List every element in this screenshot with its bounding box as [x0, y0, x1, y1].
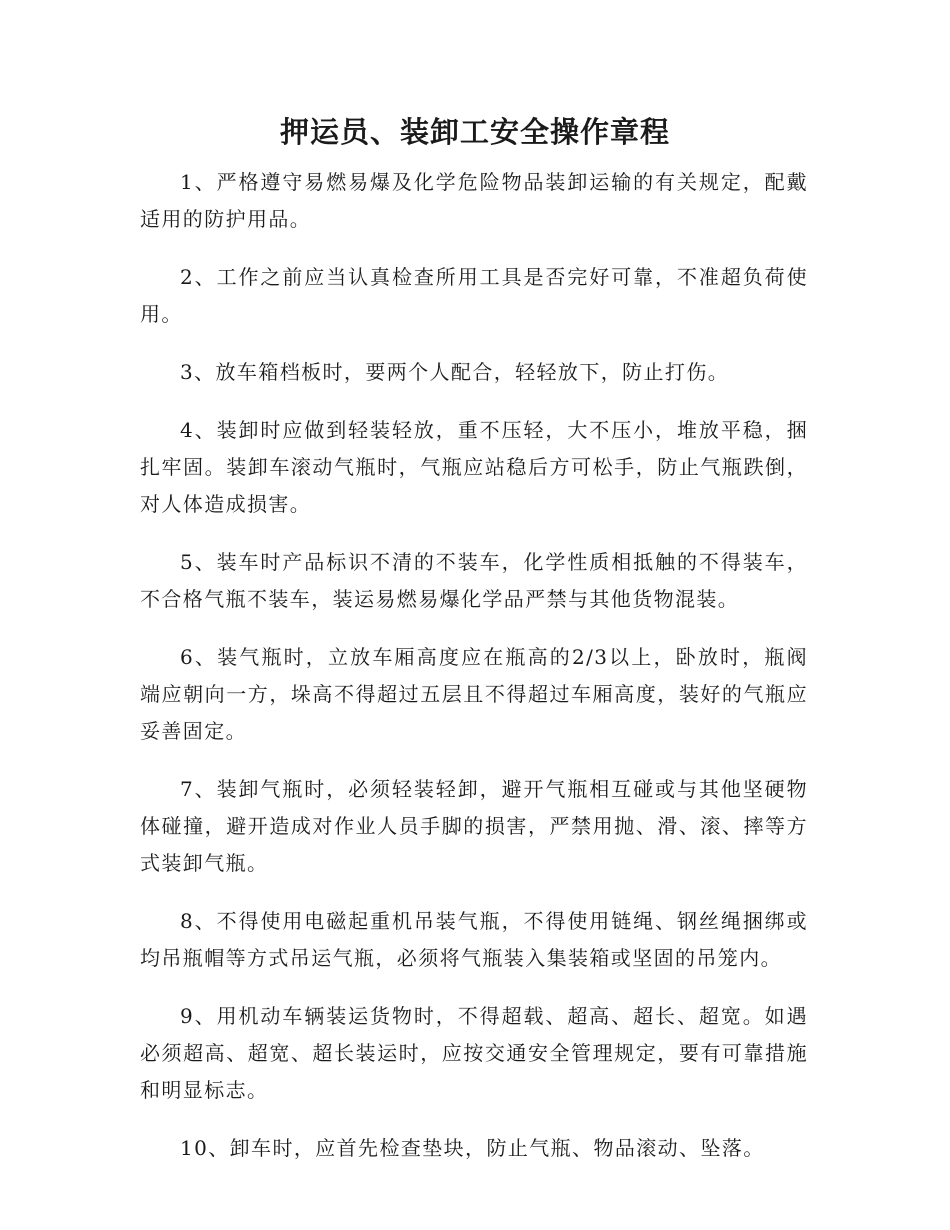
paragraph-2: 2、工作之前应当认真检查所用工具是否完好可靠，不准超负荷使用。	[140, 265, 808, 326]
paragraph-6: 6、装气瓶时，立放车厢高度应在瓶高的2/3以上，卧放时，瓶阀端应朝向一方，垛高不得超过五层且不得超过车厢高度，装好的气瓶应妥善固定。	[140, 645, 808, 743]
paragraph-8: 8、不得使用电磁起重机吊装气瓶，不得使用链绳、钢丝绳捆绑或均吊瓶帽等方式吊运气瓶，必须将气瓶装入集装箱或坚固的吊笼内。	[140, 909, 808, 970]
document-body	[140, 164, 808, 1188]
paragraph-1: 1、严格遵守易燃易爆及化学危险物品装卸运输的有关规定，配戴适用的防护用品。	[140, 170, 808, 231]
paragraph-5: 5、装车时产品标识不清的不装车，化学性质相抵触的不得装车，不合格气瓶不装车，装运易燃易爆化学品严禁与其他货物混装。	[140, 550, 808, 611]
paragraph-4: 4、装卸时应做到轻装轻放，重不压轻，大不压小，堆放平稳，捆扎牢固。装卸车滚动气瓶时，气瓶应站稳后方可松手，防止气瓶跌倒，对人体造成损害。	[140, 418, 808, 516]
paragraph-7: 7、装卸气瓶时，必须轻装轻卸，避开气瓶相互碰或与其他坚硬物体碰撞，避开造成对作业人员手脚的损害，严禁用抛、滑、滚、摔等方式装卸气瓶。	[140, 777, 808, 875]
page-title: 押运员、装卸工安全操作章程	[279, 115, 670, 149]
paragraph-3: 3、放车箱档板时，要两个人配合，轻轻放下，防止打伤。	[180, 360, 730, 384]
paragraph-10: 10、卸车时，应首先检查垫块，防止气瓶、物品滚动、坠落。	[180, 1136, 765, 1160]
paragraph-9: 9、用机动车辆装运货物时，不得超载、超高、超长、超宽。如遇必须超高、超宽、超长装运时，应按交通安全管理规定，要有可靠措施和明显标志。	[140, 1004, 808, 1102]
